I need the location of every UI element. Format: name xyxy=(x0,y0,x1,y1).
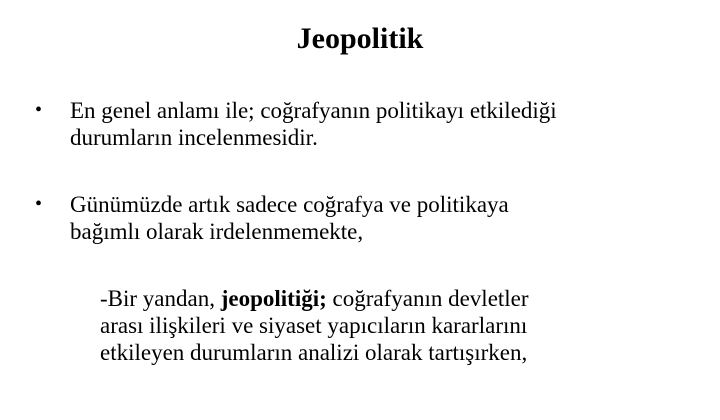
bullet-icon: • xyxy=(35,193,43,215)
bullet-icon: • xyxy=(35,99,43,121)
bullet-line: En genel anlamı ile; coğrafyanın politikayı etkilediği xyxy=(70,98,557,123)
sub-paragraph-line: etkileyen durumların analizi olarak tartışırken, xyxy=(100,340,528,365)
bullet-item xyxy=(35,97,695,151)
bullet-text xyxy=(70,191,695,245)
bullet-line: bağımlı olarak irdelenmemekte, xyxy=(70,219,364,244)
sub-paragraph xyxy=(100,285,700,366)
sub-paragraph-line xyxy=(100,285,700,312)
sub-paragraph-suffix: coğrafyanın devletler xyxy=(326,286,529,311)
bullet-text xyxy=(70,97,695,151)
slide-title: Jeopolitik xyxy=(296,22,424,55)
bullet-line: Günümüzde artık sadece coğrafya ve politikaya xyxy=(70,192,509,217)
bullet-line: durumların incelenmesidir. xyxy=(70,125,318,150)
sub-paragraph-bold-term: jeopolitiği; xyxy=(220,286,327,311)
sub-paragraph-prefix: -Bir yandan, xyxy=(100,286,221,311)
bullet-item xyxy=(35,191,695,245)
sub-paragraph-line: arası ilişkileri ve siyaset yapıcıların kararlarını xyxy=(100,313,528,338)
